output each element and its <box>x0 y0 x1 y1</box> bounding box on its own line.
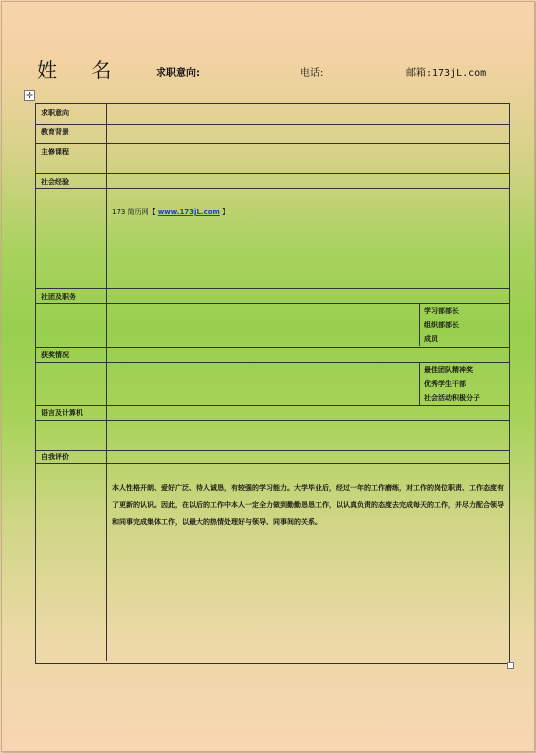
row-line <box>36 124 509 125</box>
label-social[interactable]: 社会经验 <box>41 178 69 186</box>
row-line <box>36 288 509 289</box>
clubs-subdivider <box>419 303 420 346</box>
email-label[interactable]: 邮箱:173jL.com <box>406 68 487 79</box>
club-positions[interactable] <box>424 304 459 346</box>
club-position-item: 学习部部长 <box>424 307 459 315</box>
self-eval-text[interactable]: 本人性格开朗、爱好广泛、待人诚恳，有较强的学习能力。大学毕业后，经过一年的工作磨练，对工作的岗位职责、工作态度有了更新的认识。因此，在以后的工作中本人一定全力做到勤勤恳恳工作，以认真负责的态度去完成每天的工作，并尽力配合领导和同事完成集体工作，以最大的热情处理好与领导、同事间的关系。 <box>112 484 504 526</box>
table-move-icon[interactable]: ✛ <box>24 90 35 101</box>
name-title[interactable]: 姓 名 <box>37 58 126 82</box>
social-content[interactable] <box>112 205 229 219</box>
row-line <box>36 420 509 421</box>
row-line <box>36 188 509 189</box>
row-line <box>36 405 509 406</box>
label-clubs[interactable]: 社团及职务 <box>41 293 76 301</box>
award-item: 社会活动积极分子 <box>424 394 480 402</box>
objective-label[interactable]: 求职意向: <box>156 68 200 79</box>
row-line <box>36 347 509 348</box>
club-position-item: 组织部部长 <box>424 321 459 329</box>
phone-label[interactable]: 电话: <box>300 68 324 79</box>
label-self-eval[interactable]: 自我评价 <box>41 453 69 461</box>
social-prefix: 173 简历网【 <box>112 208 156 216</box>
label-languages[interactable]: 语言及计算机 <box>41 409 83 417</box>
club-position-item: 成员 <box>424 335 438 343</box>
resume-table <box>35 103 510 664</box>
label-objective[interactable]: 求职意向 <box>41 109 69 117</box>
row-line <box>36 143 509 144</box>
label-education[interactable]: 教育背景 <box>41 128 69 136</box>
row-line <box>36 450 509 451</box>
label-courses[interactable]: 主修课程 <box>41 148 69 156</box>
social-link[interactable]: www.173jL.com <box>157 208 220 216</box>
award-item: 优秀学生干部 <box>424 380 466 388</box>
label-awards[interactable]: 获奖情况 <box>41 351 69 359</box>
award-item: 最佳团队精神奖 <box>424 366 473 374</box>
row-line <box>36 173 509 174</box>
award-items[interactable] <box>424 363 480 405</box>
table-resize-handle[interactable] <box>507 662 514 669</box>
row-line <box>36 463 509 464</box>
awards-subdivider <box>419 362 420 405</box>
social-suffix: 】 <box>222 208 230 216</box>
